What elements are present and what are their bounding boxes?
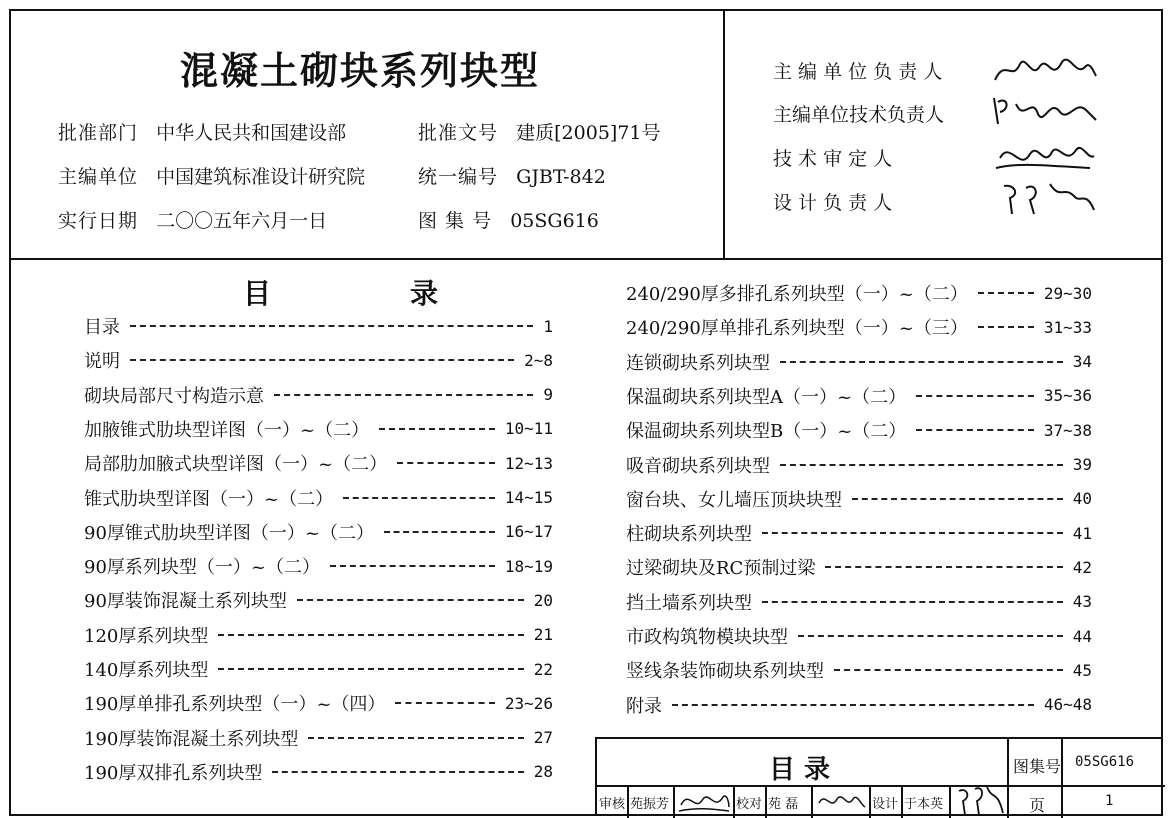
responsible-role-1: 主 编 单 位 负 责 人: [773, 61, 943, 83]
toc-entry-title: 加腋锥式肋块型详图（一）~（二）: [84, 419, 370, 441]
toc-entry: [626, 554, 1092, 580]
titleblock-review-signature: [677, 787, 731, 815]
toc-entry: [84, 519, 553, 545]
titleblock-atlas-label: 图集号: [1013, 757, 1062, 776]
toc-heading-right: 录: [410, 277, 439, 310]
toc-leader-dashes: [330, 565, 495, 567]
toc-entry: [84, 416, 553, 442]
toc-entry-page: 28: [533, 762, 553, 782]
toc-entry: [84, 725, 553, 751]
toc-leader-dashes: [762, 532, 1063, 534]
toc-leader-dashes: [395, 702, 494, 704]
toc-entry: [84, 656, 553, 682]
document-title: 混凝土砌块系列块型: [180, 48, 541, 93]
toc-leader-dashes: [274, 394, 533, 396]
toc-entry-title: 窗台块、女儿墙压顶块块型: [626, 489, 842, 511]
toc-entry-page: 37~38: [1043, 420, 1092, 440]
toc-entry-title: 90厚锥式肋块型详图（一）~（二）: [84, 522, 374, 544]
toc-entry: [626, 314, 1092, 340]
toc-entry-page: 39: [1072, 455, 1092, 474]
toc-entry: [626, 280, 1092, 306]
toc-leader-dashes: [218, 668, 523, 670]
signature-1: [990, 52, 1100, 88]
header-divider: [9, 258, 1163, 260]
titleblock-check-signature: [815, 787, 867, 815]
toc-entry: [84, 622, 553, 648]
header-vertical-divider: [723, 9, 725, 259]
titleblock-review-name: 苑振芳: [630, 797, 670, 812]
toc-entry: [626, 486, 1092, 512]
toc-leader-dashes: [397, 462, 495, 464]
toc-entry-title: 市政构筑物模块块型: [626, 627, 788, 648]
toc-entry-title: 保温砌块系列块型A（一）~（二）: [626, 386, 907, 408]
toc-entry-title: 局部肋加腋式块型详图（一）~（二）: [84, 454, 388, 476]
toc-entry-title: 柱砌块系列块型: [626, 524, 752, 546]
toc-entry-page: 34: [1072, 352, 1092, 372]
approval-number-field: 批准文号 建质[2005]71号: [418, 122, 661, 144]
toc-entry-title: 140厚系列块型: [84, 660, 209, 681]
toc-leader-dashes: [343, 497, 495, 499]
toc-entry-page: 46~48: [1043, 695, 1092, 715]
toc-entry-title: 240/290厚多排孔系列块型（一）~（二）: [626, 284, 968, 305]
toc-entry: [626, 349, 1092, 375]
toc-leader-dashes: [308, 737, 523, 739]
toc-leader-dashes: [978, 292, 1034, 294]
toc-entry: [84, 382, 553, 408]
toc-leader-dashes: [780, 361, 1063, 363]
toc-entry-page: 9: [543, 385, 553, 405]
titleblock-design-label: 设计: [872, 797, 899, 812]
toc-entry-title: 连锁砌块系列块型: [626, 352, 770, 374]
toc-leader-dashes: [297, 599, 524, 601]
toc-entry-page: 12~13: [504, 453, 553, 473]
responsible-role-4: 设 计 负 责 人: [773, 192, 893, 214]
toc-entry: [626, 520, 1092, 546]
titleblock-check-name: 苑 磊: [768, 797, 799, 812]
responsible-role-3: 技 术 审 定 人: [773, 148, 893, 170]
toc-leader-dashes: [272, 771, 523, 773]
signature-4: [990, 180, 1100, 216]
toc-entry: [84, 759, 553, 785]
signature-3: [990, 138, 1100, 174]
toc-entry-title: 竖线条装饰砌块系列块型: [626, 661, 824, 683]
toc-entry: [84, 587, 553, 613]
toc-entry-title: 砌块局部尺寸构造示意: [84, 385, 264, 407]
toc-entry: [84, 347, 553, 373]
toc-entry-title: 90厚系列块型（一）~（二）: [84, 557, 320, 579]
toc-entry-page: 20: [533, 590, 553, 610]
toc-entry-page: 22: [533, 659, 553, 679]
toc-leader-dashes: [852, 498, 1063, 500]
toc-entry-page: 43: [1072, 592, 1092, 612]
toc-entry: [626, 623, 1092, 649]
atlas-number-field: 图 集 号 05SG616: [418, 210, 599, 232]
toc-entry: [626, 452, 1092, 478]
toc-entry-title: 挡土墙系列块型: [626, 592, 752, 614]
toc-leader-dashes: [780, 464, 1063, 466]
toc-entry-title: 目录: [84, 317, 120, 338]
toc-leader-dashes: [834, 669, 1063, 671]
titleblock-review-label: 审核: [599, 797, 626, 812]
toc-entry-title: 90厚装饰混凝土系列块型: [84, 591, 287, 613]
toc-leader-dashes: [798, 635, 1063, 637]
signature-2: [990, 92, 1100, 128]
toc-entry-page: 16~17: [504, 522, 553, 542]
toc-entry-page: 29~30: [1043, 283, 1092, 303]
toc-leader-dashes: [130, 359, 514, 361]
toc-entry: [626, 383, 1092, 409]
toc-entry-page: 41: [1072, 523, 1092, 543]
toc-entry-page: 23~26: [504, 693, 553, 713]
approval-dept-field: 批准部门 中华人民共和国建设部: [58, 122, 347, 144]
toc-entry-title: 240/290厚单排孔系列块型（一）~（三）: [626, 318, 968, 340]
toc-leader-dashes: [916, 429, 1034, 431]
titleblock-design-name: 于本英: [904, 797, 944, 812]
toc-entry-page: 10~11: [504, 419, 553, 439]
toc-heading-left: 目: [243, 277, 272, 310]
toc-entry-title: 190厚单排孔系列块型（一）~（四）: [84, 694, 386, 716]
titleblock-page-label: 页: [1029, 796, 1046, 815]
titleblock-atlas-value: 05SG616: [1075, 754, 1135, 770]
title-block: [595, 737, 1163, 816]
unified-number-field: 统一编号 GJBT-842: [418, 166, 606, 188]
editor-unit-field: 主编单位 中国建筑标准设计研究院: [58, 166, 366, 188]
responsible-role-2: 主编单位技术负责人: [773, 104, 945, 126]
toc-entry-title: 附录: [626, 695, 662, 717]
toc-entry-page: 42: [1072, 557, 1092, 577]
toc-entry-page: 40: [1072, 489, 1092, 509]
toc-entry: [626, 657, 1092, 683]
toc-entry-title: 保温砌块系列块型B（一）~（二）: [626, 421, 907, 443]
titleblock-check-label: 校对: [736, 797, 763, 812]
toc-entry: [626, 692, 1092, 718]
toc-entry-page: 1: [543, 316, 553, 336]
toc-leader-dashes: [825, 566, 1062, 568]
toc-entry-title: 190厚装饰混凝土系列块型: [84, 728, 299, 750]
toc-entry-title: 190厚双排孔系列块型: [84, 762, 263, 784]
toc-entry-page: 31~33: [1043, 317, 1092, 337]
toc-entry: [84, 690, 553, 716]
toc-entry-page: 2~8: [524, 350, 553, 370]
toc-entry: [84, 553, 553, 579]
effective-date-field: 实行日期 二〇〇五年六月一日: [58, 210, 328, 232]
toc-entry-page: 35~36: [1043, 386, 1092, 406]
toc-leader-dashes: [384, 531, 495, 533]
toc-leader-dashes: [379, 428, 495, 430]
titleblock-name: 目 录: [769, 755, 831, 785]
toc-entry-title: 锥式肋块型详图（一）~（二）: [84, 488, 334, 510]
toc-entry: [626, 417, 1092, 443]
toc-entry: [84, 485, 553, 511]
titleblock-page-value: 1: [1105, 793, 1114, 809]
toc-entry-page: 21: [533, 625, 553, 645]
toc-entry-title: 过梁砌块及RC预制过梁: [626, 558, 816, 580]
toc-entry-page: 44: [1072, 626, 1092, 646]
toc-leader-dashes: [672, 704, 1034, 706]
toc-leader-dashes: [916, 395, 1034, 397]
toc-entry: [84, 313, 553, 339]
toc-leader-dashes: [762, 601, 1063, 603]
toc-leader-dashes: [130, 325, 533, 327]
toc-entry: [84, 450, 553, 476]
toc-entry-page: 27: [533, 728, 553, 748]
toc-leader-dashes: [218, 634, 523, 636]
toc-leader-dashes: [978, 326, 1034, 328]
toc-entry: [626, 589, 1092, 615]
toc-entry-page: 18~19: [504, 556, 553, 576]
toc-entry-page: 14~15: [504, 488, 553, 507]
toc-entry-title: 吸音砌块系列块型: [626, 455, 770, 477]
toc-entry-title: 说明: [84, 351, 120, 373]
toc-entry-title: 120厚系列块型: [84, 625, 209, 647]
toc-entry-page: 45: [1072, 660, 1092, 680]
titleblock-design-signature: [953, 783, 1005, 817]
